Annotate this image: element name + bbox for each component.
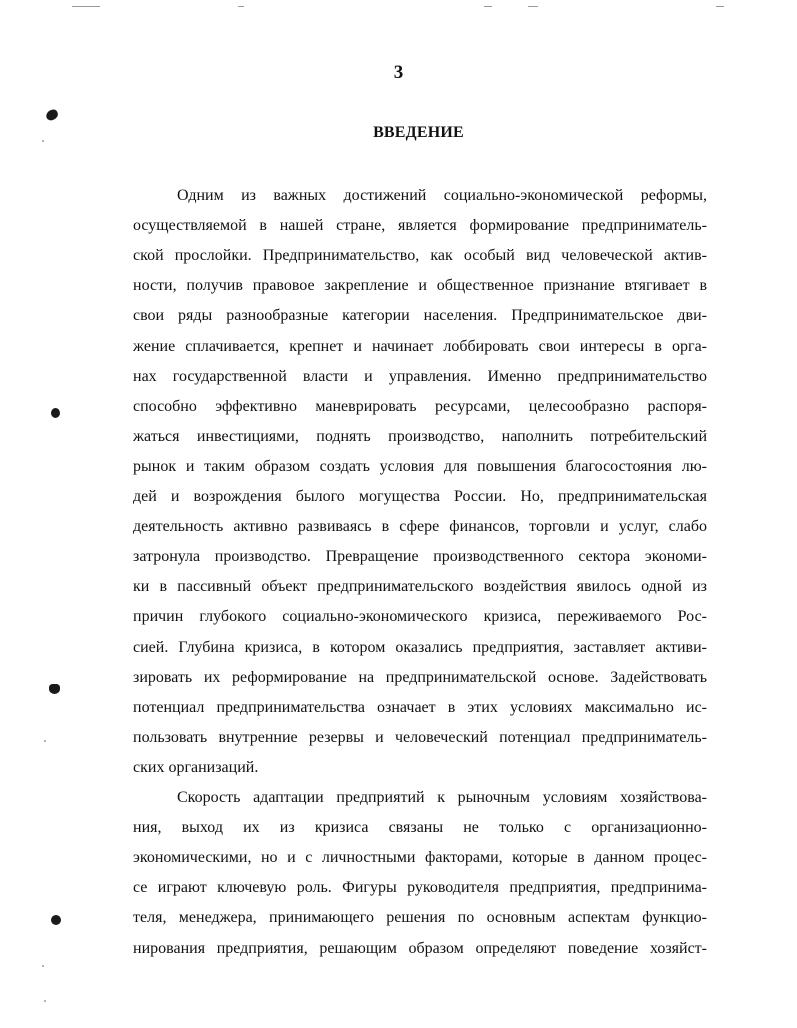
text-line: Одним из важных достижений социально-экономической реформы, — [177, 187, 707, 204]
scan-artifact-line — [72, 6, 100, 7]
text-line: деятельность активно развиваясь в сфере финансов, торговли и услуг, слабо — [133, 518, 707, 535]
text-line: Скорость адаптации предприятий к рыночным условиям хозяйствова- — [177, 789, 707, 806]
punch-hole-mark — [49, 684, 60, 694]
text-line: ки в пассивный объект предпринимательского воздействия явилось одной из — [133, 578, 707, 595]
text-line: жаться инвестициями, поднять производство, наполнить потребительский — [133, 428, 707, 445]
text-line: свои ряды разнообразные категории населения. Предпринимательское дви- — [133, 307, 707, 324]
text-line: осуществляемой в нашей стране, является формирование предприниматель- — [133, 217, 707, 234]
scan-artifact-line — [484, 6, 492, 7]
punch-hole-mark — [51, 408, 60, 418]
scan-artifact-dot — [42, 965, 44, 967]
text-line: причин глубокого социально-экономического кризиса, переживаемого Рос- — [133, 608, 707, 625]
text-line: ния, выход их из кризиса связаны не только с организационно- — [133, 819, 707, 836]
text-line: ности, получив правовое закрепление и общественное признание втягивает в — [133, 277, 707, 294]
scan-artifact-line — [528, 6, 538, 7]
text-line: теля, менеджера, принимающего решения по основным аспектам функцио- — [133, 909, 707, 926]
text-line: се играют ключевую роль. Фигуры руководителя предприятия, предпринима- — [133, 879, 707, 896]
scan-artifact-dot — [44, 740, 46, 742]
text-line: рынок и таким образом создать условия для повышения благосостояния лю- — [133, 458, 707, 475]
section-title: ВВЕДЕНИЕ — [373, 124, 464, 141]
page-number: 3 — [393, 62, 404, 83]
text-line: ских организаций. — [133, 759, 259, 776]
text-line: нирования предприятия, решающим образом определяют поведение хозяйст- — [133, 940, 707, 957]
text-line: жение сплачивается, крепнет и начинает лоббировать свои интересы в орга- — [133, 338, 707, 355]
text-line: потенциал предпринимательства означает в этих условиях максимально ис- — [133, 699, 707, 716]
scan-artifact-line — [716, 6, 724, 7]
text-line: дей и возрождения былого могущества России. Но, предпринимательская — [133, 488, 707, 505]
text-line: сией. Глубина кризиса, в котором оказались предприятия, заставляет активи- — [133, 639, 707, 656]
text-line: пользовать внутренние резервы и человеческий потенциал предприниматель- — [133, 729, 707, 746]
text-line: затронула производство. Превращение производственного сектора экономи- — [133, 548, 707, 565]
punch-hole-mark — [51, 915, 61, 925]
text-line: экономическими, но и с личностными факторами, которые в данном процес- — [133, 849, 707, 866]
scan-artifact-dot — [44, 1000, 46, 1002]
punch-hole-mark — [45, 108, 60, 122]
scan-artifact-line — [238, 6, 244, 7]
text-line: зировать их реформирование на предпринимательской основе. Задействовать — [133, 669, 707, 686]
text-line: ской прослойки. Предпринимательство, как особый вид человеческой актив- — [133, 247, 707, 264]
text-line: нах государственной власти и управления. Именно предпринимательство — [133, 368, 707, 385]
text-line: способно эффективно маневрировать ресурсами, целесообразно распоря- — [133, 398, 707, 415]
